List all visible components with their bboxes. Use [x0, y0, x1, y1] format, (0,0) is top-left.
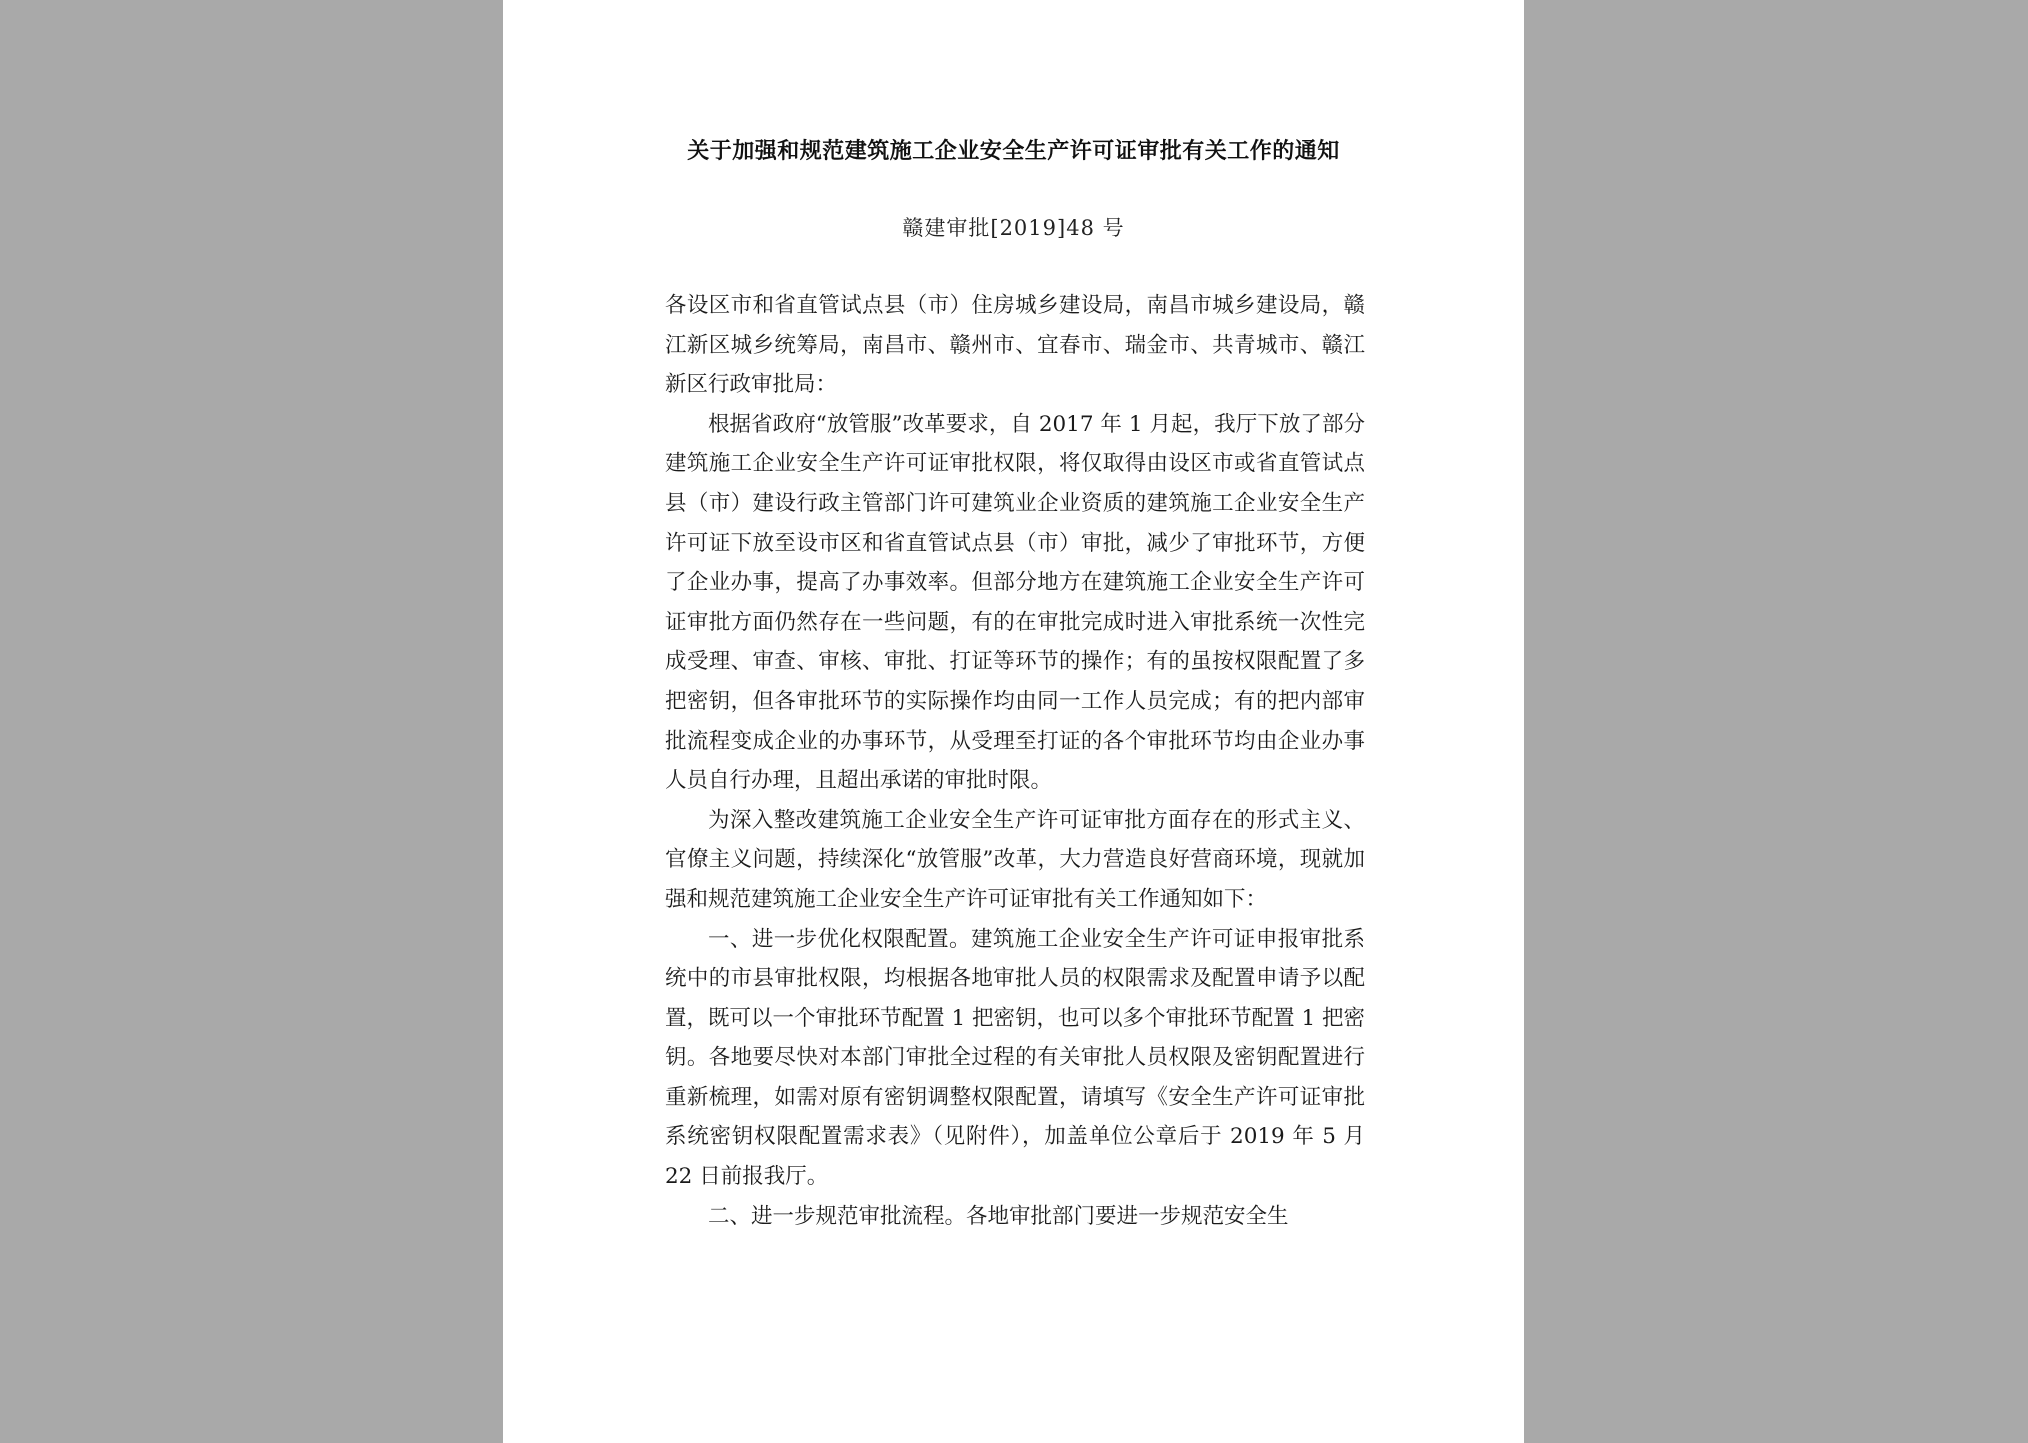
- document-body: [665, 286, 1365, 1236]
- document-number: 赣建审批[2019]48 号: [902, 216, 1125, 240]
- document-page: [503, 0, 1524, 1443]
- body-paragraph: 根据省政府“放管服”改革要求，自 2017 年 1 月起，我厅下放了部分建筑施工企业安全生产许可证审批权限，将仅取得由设区市或省直管试点县（市）建设行政主管部门许可建筑业企业资质的建筑施工企业安全生产许可证下放至设市区和省直管试点县（市）审批，减少了审批环节，方便了企业办事，提高了办事效率。但部分地方在建筑施工企业安全生产许可证审批方面仍然存在一些问题，有的在审批完成时进入审批系统一次性完成受理、审查、审核、审批、打证等环节的操作；有的虽按权限配置了多把密钥，但各审批环节的实际操作均由同一工作人员完成；有的把内部审批流程变成企业的办事环节，从受理至打证的各个审批环节均由企业办事人员自行办理，且超出承诺的审批时限。: [665, 411, 1365, 794]
- body-paragraph: 二、进一步规范审批流程。各地审批部门要进一步规范安全生: [708, 1203, 1289, 1229]
- body-paragraph: 为深入整改建筑施工企业安全生产许可证审批方面存在的形式主义、官僚主义问题，持续深化“放管服”改革，大力营造良好营商环境，现就加强和规范建筑施工企业安全生产许可证审批有关工作通知如下：: [665, 807, 1365, 912]
- addressee-paragraph: 各设区市和省直管试点县（市）住房城乡建设局，南昌市城乡建设局，赣江新区城乡统筹局，南昌市、赣州市、宜春市、瑞金市、共青城市、赣江新区行政审批局：: [665, 293, 1365, 398]
- document-title: 关于加强和规范建筑施工企业安全生产许可证审批有关工作的通知: [687, 138, 1340, 164]
- body-paragraph: 一、进一步优化权限配置。建筑施工企业安全生产许可证申报审批系统中的市县审批权限，均根据各地审批人员的权限需求及配置申请予以配置，既可以一个审批环节配置 1 把密钥，也可以多个审批环节配置 1 把密钥。各地要尽快对本部门审批全过程的有关审批人员权限及密钥配置进行重新梳理，如需对原有密钥调整权限配置，请填写《安全生产许可证审批系统密钥权限配置需求表》（见附件），加盖单位公章后于 2019 年 5 月 22 日前报我厅。: [665, 926, 1365, 1190]
